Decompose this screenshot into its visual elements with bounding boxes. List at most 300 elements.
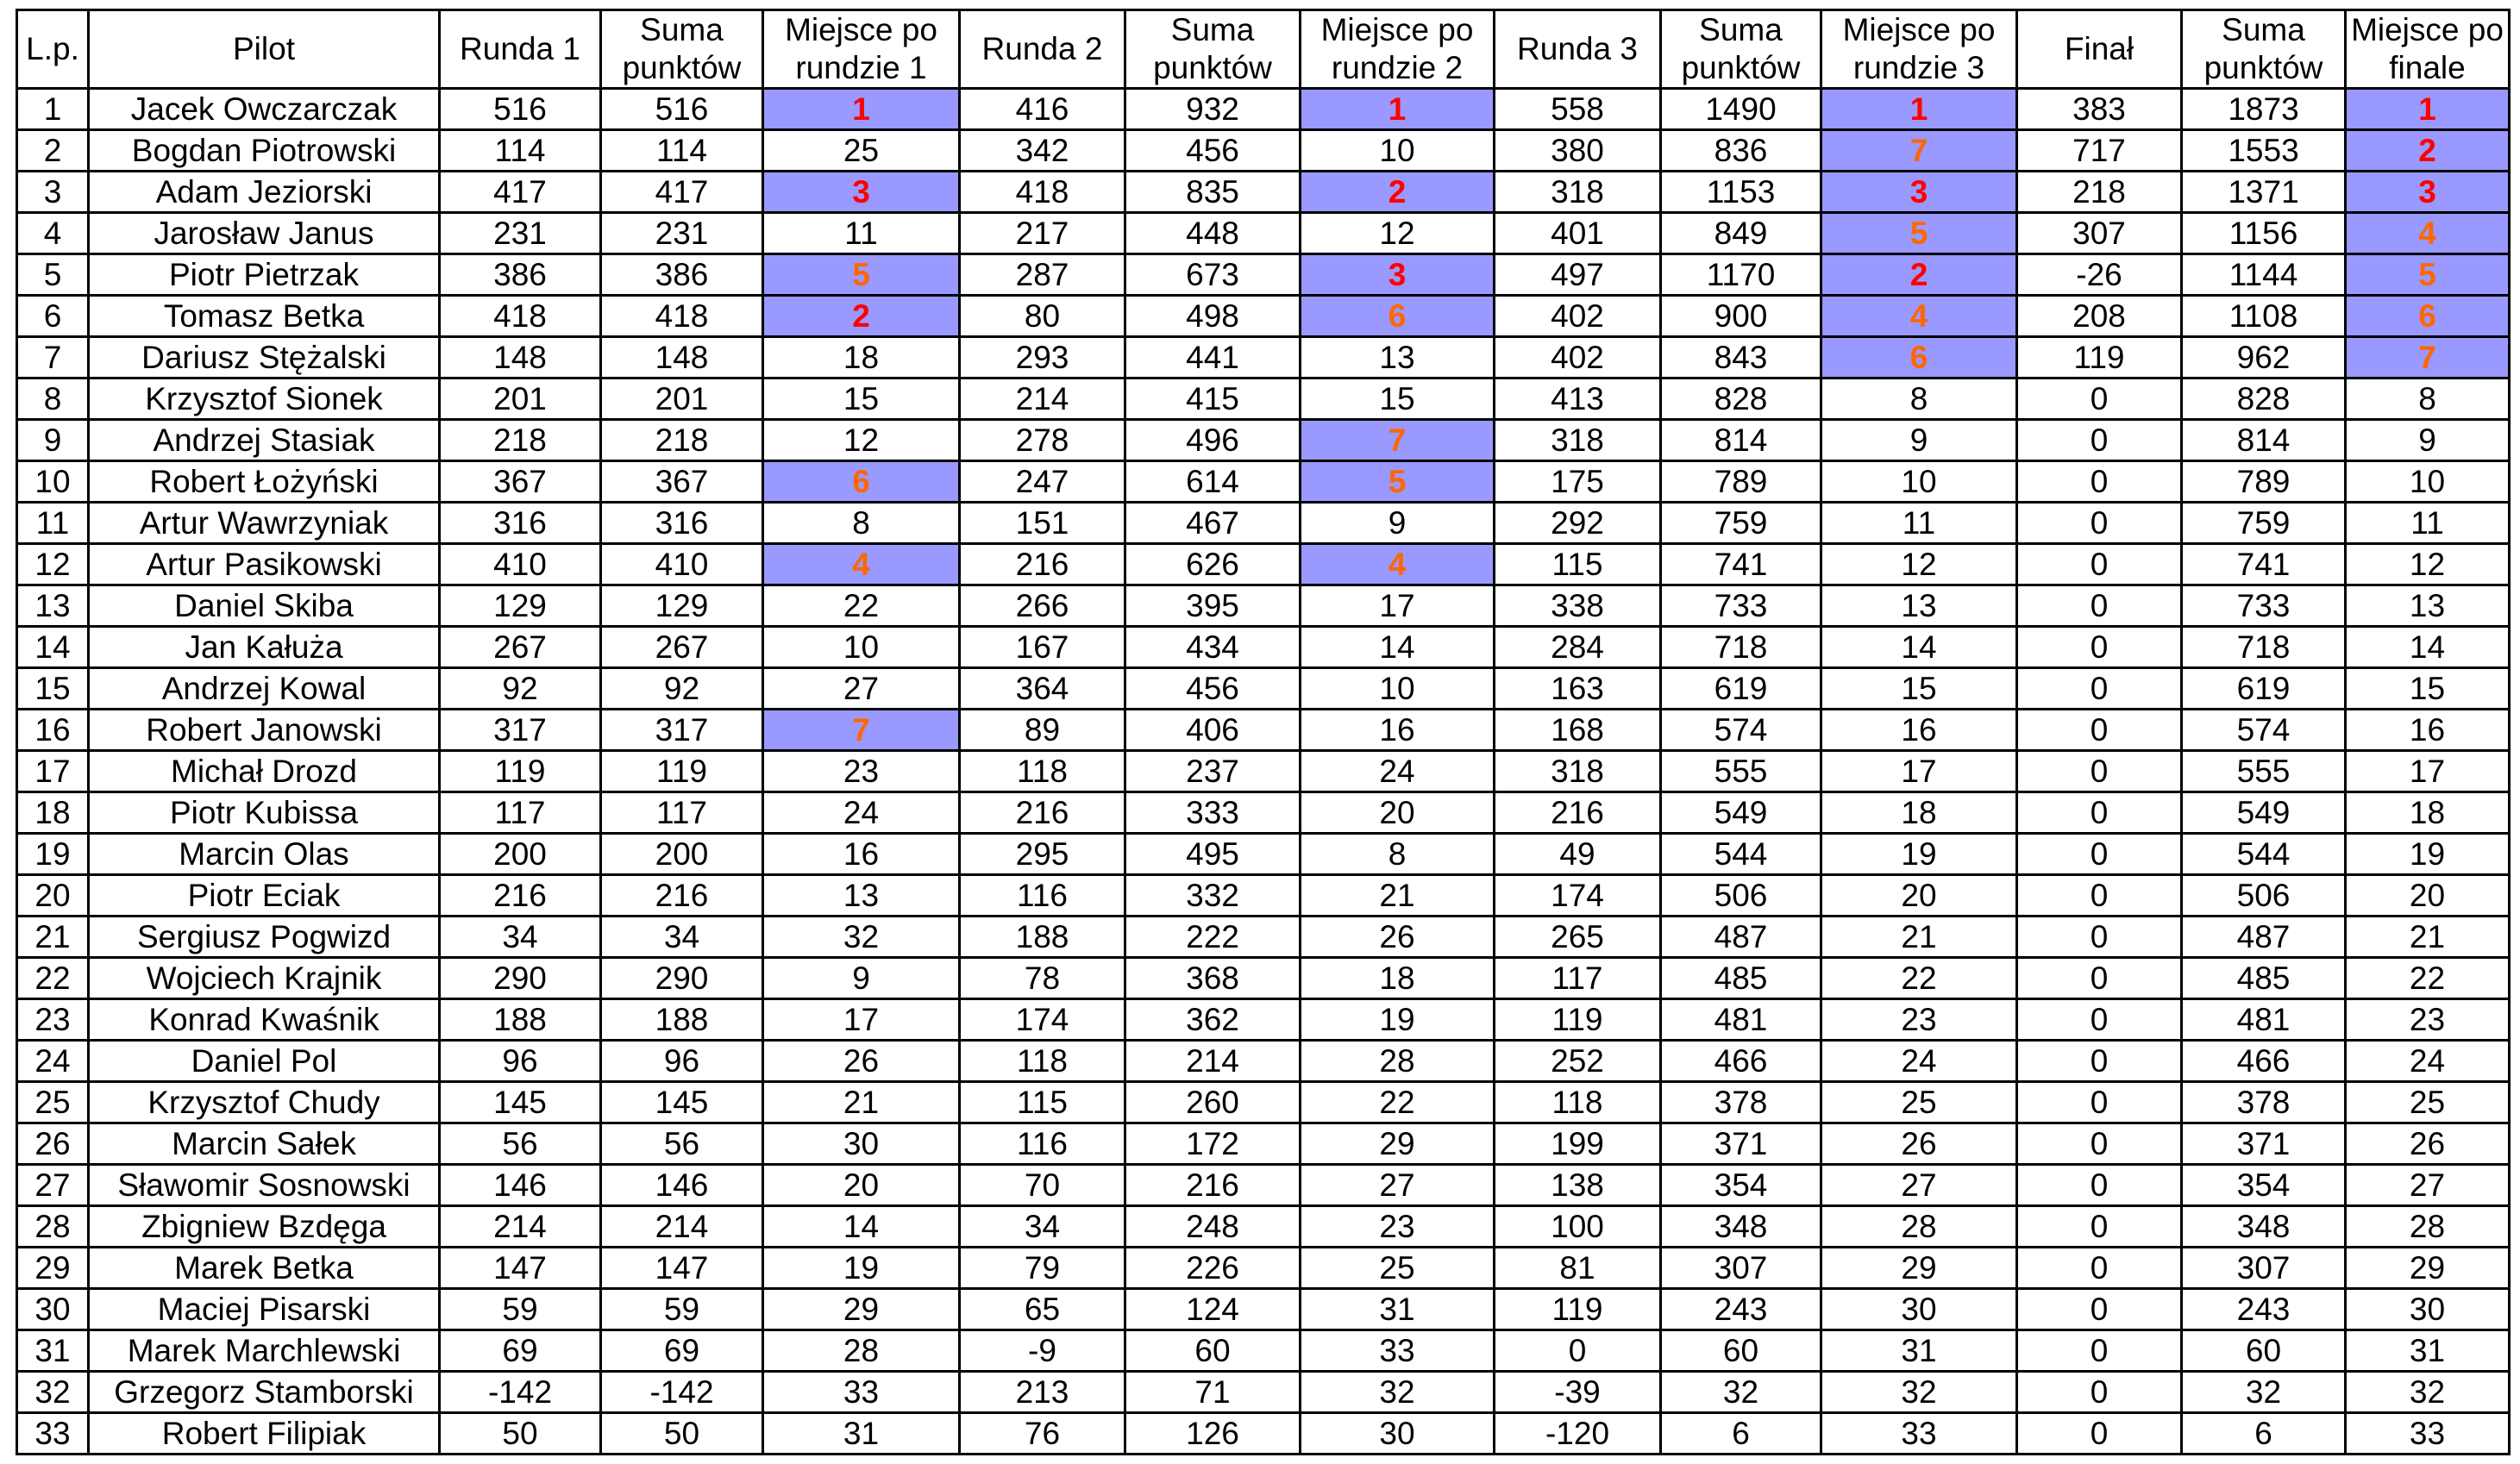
- cell-sum-round-1: -142: [601, 1372, 763, 1413]
- cell-round-1: 367: [440, 461, 601, 503]
- cell-round-1: 96: [440, 1041, 601, 1082]
- cell-final: 0: [2017, 751, 2182, 792]
- table-row: [17, 544, 2510, 585]
- cell-sum-final: 371: [2182, 1123, 2346, 1165]
- cell-sum-round-1: 316: [601, 503, 763, 544]
- cell-place-round-2: 12: [1301, 213, 1495, 254]
- cell-place-final: 23: [2346, 999, 2510, 1041]
- cell-round-1: 214: [440, 1206, 601, 1248]
- cell-sum-round-3: 485: [1661, 958, 1821, 999]
- cell-place-round-2: 14: [1301, 627, 1495, 668]
- cell-lp: 19: [17, 834, 89, 875]
- cell-place-round-1: 30: [763, 1123, 960, 1165]
- cell-place-final: 1: [2346, 89, 2510, 130]
- cell-place-round-1: 2: [763, 296, 960, 337]
- cell-round-2: 151: [960, 503, 1125, 544]
- cell-sum-round-3: 481: [1661, 999, 1821, 1041]
- cell-sum-round-1: 231: [601, 213, 763, 254]
- cell-place-round-3: 3: [1821, 172, 2017, 213]
- cell-place-round-3: 18: [1821, 792, 2017, 834]
- cell-round-2: 247: [960, 461, 1125, 503]
- cell-place-round-2: 33: [1301, 1330, 1495, 1372]
- cell-round-3: 175: [1495, 461, 1661, 503]
- cell-place-final: 31: [2346, 1330, 2510, 1372]
- cell-round-3: 265: [1495, 917, 1661, 958]
- cell-place-round-1: 16: [763, 834, 960, 875]
- cell-place-round-2: 19: [1301, 999, 1495, 1041]
- header-final: Finał: [2017, 10, 2182, 89]
- cell-pilot: Piotr Pietrzak: [89, 254, 440, 296]
- cell-sum-round-1: 218: [601, 420, 763, 461]
- cell-place-round-2: 1: [1301, 89, 1495, 130]
- cell-lp: 17: [17, 751, 89, 792]
- cell-final: 0: [2017, 668, 2182, 710]
- cell-round-2: 364: [960, 668, 1125, 710]
- cell-place-final: 14: [2346, 627, 2510, 668]
- cell-sum-round-3: 378: [1661, 1082, 1821, 1123]
- cell-place-round-3: 14: [1821, 627, 2017, 668]
- cell-sum-round-1: 290: [601, 958, 763, 999]
- cell-place-final: 21: [2346, 917, 2510, 958]
- cell-final: 0: [2017, 792, 2182, 834]
- cell-place-round-2: 22: [1301, 1082, 1495, 1123]
- cell-lp: 13: [17, 585, 89, 627]
- cell-round-2: 216: [960, 544, 1125, 585]
- cell-sum-final: 619: [2182, 668, 2346, 710]
- table-row: [17, 751, 2510, 792]
- cell-sum-round-1: 216: [601, 875, 763, 917]
- cell-place-round-3: 23: [1821, 999, 2017, 1041]
- cell-place-final: 19: [2346, 834, 2510, 875]
- cell-sum-round-2: 614: [1125, 461, 1301, 503]
- cell-sum-round-3: 354: [1661, 1165, 1821, 1206]
- cell-pilot: Wojciech Krajnik: [89, 958, 440, 999]
- cell-final: 383: [2017, 89, 2182, 130]
- cell-sum-round-2: 835: [1125, 172, 1301, 213]
- cell-sum-round-3: 759: [1661, 503, 1821, 544]
- cell-place-round-1: 21: [763, 1082, 960, 1123]
- cell-lp: 6: [17, 296, 89, 337]
- cell-place-round-2: 9: [1301, 503, 1495, 544]
- cell-round-3: -39: [1495, 1372, 1661, 1413]
- cell-sum-round-2: 71: [1125, 1372, 1301, 1413]
- cell-round-3: 402: [1495, 337, 1661, 379]
- header-row: [17, 10, 2510, 89]
- table-row: [17, 1289, 2510, 1330]
- cell-place-final: 27: [2346, 1165, 2510, 1206]
- header-place-round-2: Miejsce po rundzie 2: [1301, 10, 1495, 89]
- cell-round-1: 129: [440, 585, 601, 627]
- cell-round-3: 338: [1495, 585, 1661, 627]
- cell-round-1: 201: [440, 379, 601, 420]
- cell-sum-round-1: 92: [601, 668, 763, 710]
- cell-place-round-2: 13: [1301, 337, 1495, 379]
- cell-final: 0: [2017, 544, 2182, 585]
- cell-pilot: Konrad Kwaśnik: [89, 999, 440, 1041]
- cell-place-round-3: 27: [1821, 1165, 2017, 1206]
- table-row: [17, 89, 2510, 130]
- cell-final: 119: [2017, 337, 2182, 379]
- cell-place-round-1: 28: [763, 1330, 960, 1372]
- cell-place-round-3: 7: [1821, 130, 2017, 172]
- cell-round-1: 516: [440, 89, 601, 130]
- cell-pilot: Marcin Sałek: [89, 1123, 440, 1165]
- cell-pilot: Adam Jeziorski: [89, 172, 440, 213]
- cell-round-2: 217: [960, 213, 1125, 254]
- cell-round-1: 69: [440, 1330, 601, 1372]
- cell-final: 0: [2017, 1289, 2182, 1330]
- table-row: [17, 254, 2510, 296]
- cell-place-round-3: 2: [1821, 254, 2017, 296]
- cell-round-1: 114: [440, 130, 601, 172]
- cell-round-3: 318: [1495, 172, 1661, 213]
- cell-round-1: 34: [440, 917, 601, 958]
- cell-place-round-3: 30: [1821, 1289, 2017, 1330]
- cell-lp: 3: [17, 172, 89, 213]
- cell-lp: 7: [17, 337, 89, 379]
- cell-sum-round-2: 456: [1125, 668, 1301, 710]
- cell-round-3: -120: [1495, 1413, 1661, 1455]
- cell-sum-round-3: 1490: [1661, 89, 1821, 130]
- cell-place-final: 11: [2346, 503, 2510, 544]
- table-row: [17, 296, 2510, 337]
- cell-sum-round-1: 367: [601, 461, 763, 503]
- table-row: [17, 792, 2510, 834]
- cell-round-1: 417: [440, 172, 601, 213]
- cell-sum-round-1: 117: [601, 792, 763, 834]
- cell-final: 0: [2017, 1413, 2182, 1455]
- table-row: [17, 337, 2510, 379]
- cell-sum-round-1: 417: [601, 172, 763, 213]
- cell-round-1: 231: [440, 213, 601, 254]
- cell-sum-round-1: 200: [601, 834, 763, 875]
- cell-final: 0: [2017, 917, 2182, 958]
- cell-place-final: 13: [2346, 585, 2510, 627]
- cell-round-3: 318: [1495, 420, 1661, 461]
- cell-sum-round-3: 60: [1661, 1330, 1821, 1372]
- cell-lp: 16: [17, 710, 89, 751]
- table-row: [17, 834, 2510, 875]
- cell-lp: 24: [17, 1041, 89, 1082]
- cell-sum-round-3: 814: [1661, 420, 1821, 461]
- cell-sum-round-3: 1153: [1661, 172, 1821, 213]
- cell-sum-final: 962: [2182, 337, 2346, 379]
- cell-lp: 25: [17, 1082, 89, 1123]
- cell-sum-final: 733: [2182, 585, 2346, 627]
- results-table: [16, 9, 2511, 1455]
- cell-sum-round-1: 386: [601, 254, 763, 296]
- cell-place-round-3: 15: [1821, 668, 2017, 710]
- header-round-2: Runda 2: [960, 10, 1125, 89]
- cell-place-final: 5: [2346, 254, 2510, 296]
- cell-place-round-1: 20: [763, 1165, 960, 1206]
- cell-place-round-2: 8: [1301, 834, 1495, 875]
- cell-sum-round-2: 673: [1125, 254, 1301, 296]
- cell-sum-final: 243: [2182, 1289, 2346, 1330]
- cell-round-1: 317: [440, 710, 601, 751]
- cell-round-1: 267: [440, 627, 601, 668]
- cell-place-round-3: 9: [1821, 420, 2017, 461]
- header-pilot: Pilot: [89, 10, 440, 89]
- cell-place-round-3: 28: [1821, 1206, 2017, 1248]
- cell-round-2: 213: [960, 1372, 1125, 1413]
- cell-sum-round-1: 56: [601, 1123, 763, 1165]
- table-row: [17, 627, 2510, 668]
- cell-round-1: 59: [440, 1289, 601, 1330]
- cell-place-round-3: 10: [1821, 461, 2017, 503]
- cell-sum-round-2: 126: [1125, 1413, 1301, 1455]
- cell-place-round-1: 9: [763, 958, 960, 999]
- cell-place-round-1: 18: [763, 337, 960, 379]
- cell-round-1: 145: [440, 1082, 601, 1123]
- cell-place-final: 9: [2346, 420, 2510, 461]
- cell-lp: 15: [17, 668, 89, 710]
- cell-lp: 27: [17, 1165, 89, 1206]
- cell-place-round-2: 31: [1301, 1289, 1495, 1330]
- cell-final: 0: [2017, 1041, 2182, 1082]
- cell-round-3: 216: [1495, 792, 1661, 834]
- cell-round-1: 418: [440, 296, 601, 337]
- cell-place-round-2: 10: [1301, 130, 1495, 172]
- table-row: [17, 213, 2510, 254]
- cell-pilot: Bogdan Piotrowski: [89, 130, 440, 172]
- cell-place-round-3: 5: [1821, 213, 2017, 254]
- cell-lp: 10: [17, 461, 89, 503]
- cell-sum-round-2: 495: [1125, 834, 1301, 875]
- cell-round-1: 92: [440, 668, 601, 710]
- cell-sum-round-1: 410: [601, 544, 763, 585]
- cell-pilot: Dariusz Stężalski: [89, 337, 440, 379]
- cell-final: 0: [2017, 585, 2182, 627]
- cell-sum-round-1: 145: [601, 1082, 763, 1123]
- cell-lp: 20: [17, 875, 89, 917]
- cell-sum-final: 1108: [2182, 296, 2346, 337]
- cell-lp: 22: [17, 958, 89, 999]
- cell-place-final: 28: [2346, 1206, 2510, 1248]
- cell-sum-round-3: 307: [1661, 1248, 1821, 1289]
- cell-place-round-3: 26: [1821, 1123, 2017, 1165]
- cell-place-round-3: 20: [1821, 875, 2017, 917]
- cell-sum-final: 828: [2182, 379, 2346, 420]
- cell-sum-round-1: 146: [601, 1165, 763, 1206]
- cell-sum-round-3: 487: [1661, 917, 1821, 958]
- cell-round-3: 402: [1495, 296, 1661, 337]
- cell-place-round-2: 6: [1301, 296, 1495, 337]
- cell-final: 717: [2017, 130, 2182, 172]
- table-row: [17, 585, 2510, 627]
- cell-place-round-3: 29: [1821, 1248, 2017, 1289]
- cell-place-round-1: 7: [763, 710, 960, 751]
- cell-sum-round-2: 226: [1125, 1248, 1301, 1289]
- cell-place-round-2: 29: [1301, 1123, 1495, 1165]
- cell-sum-round-1: 114: [601, 130, 763, 172]
- table-row: [17, 1041, 2510, 1082]
- cell-round-3: 118: [1495, 1082, 1661, 1123]
- cell-sum-final: 348: [2182, 1206, 2346, 1248]
- cell-place-round-3: 33: [1821, 1413, 2017, 1455]
- cell-sum-round-1: 96: [601, 1041, 763, 1082]
- header-round-3: Runda 3: [1495, 10, 1661, 89]
- cell-final: 0: [2017, 420, 2182, 461]
- cell-place-final: 4: [2346, 213, 2510, 254]
- cell-sum-round-1: 418: [601, 296, 763, 337]
- cell-round-3: 174: [1495, 875, 1661, 917]
- cell-round-3: 284: [1495, 627, 1661, 668]
- cell-sum-final: 574: [2182, 710, 2346, 751]
- cell-sum-final: 307: [2182, 1248, 2346, 1289]
- cell-sum-round-2: 124: [1125, 1289, 1301, 1330]
- cell-round-2: 70: [960, 1165, 1125, 1206]
- cell-place-round-1: 4: [763, 544, 960, 585]
- cell-round-1: 50: [440, 1413, 601, 1455]
- cell-sum-round-3: 574: [1661, 710, 1821, 751]
- cell-pilot: Krzysztof Chudy: [89, 1082, 440, 1123]
- cell-pilot: Daniel Pol: [89, 1041, 440, 1082]
- cell-pilot: Robert Łożyński: [89, 461, 440, 503]
- cell-pilot: Marcin Olas: [89, 834, 440, 875]
- table-row: [17, 875, 2510, 917]
- cell-place-round-2: 24: [1301, 751, 1495, 792]
- cell-place-final: 16: [2346, 710, 2510, 751]
- cell-round-1: 188: [440, 999, 601, 1041]
- header-round-1: Runda 1: [440, 10, 601, 89]
- cell-sum-round-1: 317: [601, 710, 763, 751]
- header-place-round-3: Miejsce po rundzie 3: [1821, 10, 2017, 89]
- cell-pilot: Grzegorz Stamborski: [89, 1372, 440, 1413]
- cell-place-round-1: 5: [763, 254, 960, 296]
- cell-round-3: 318: [1495, 751, 1661, 792]
- cell-place-round-3: 21: [1821, 917, 2017, 958]
- cell-sum-final: 718: [2182, 627, 2346, 668]
- cell-lp: 33: [17, 1413, 89, 1455]
- cell-final: 0: [2017, 1248, 2182, 1289]
- cell-sum-final: 485: [2182, 958, 2346, 999]
- cell-place-final: 7: [2346, 337, 2510, 379]
- cell-round-1: -142: [440, 1372, 601, 1413]
- cell-place-round-1: 14: [763, 1206, 960, 1248]
- cell-sum-round-1: 50: [601, 1413, 763, 1455]
- cell-final: 0: [2017, 1123, 2182, 1165]
- cell-round-3: 252: [1495, 1041, 1661, 1082]
- cell-place-round-1: 27: [763, 668, 960, 710]
- table-row: [17, 999, 2510, 1041]
- cell-place-round-1: 29: [763, 1289, 960, 1330]
- cell-place-round-2: 23: [1301, 1206, 1495, 1248]
- cell-sum-round-3: 900: [1661, 296, 1821, 337]
- cell-pilot: Daniel Skiba: [89, 585, 440, 627]
- cell-pilot: Andrzej Stasiak: [89, 420, 440, 461]
- table-row: [17, 1330, 2510, 1372]
- cell-place-round-3: 16: [1821, 710, 2017, 751]
- cell-pilot: Jan Kałuża: [89, 627, 440, 668]
- cell-pilot: Tomasz Betka: [89, 296, 440, 337]
- cell-lp: 9: [17, 420, 89, 461]
- cell-place-round-3: 17: [1821, 751, 2017, 792]
- cell-sum-round-1: 201: [601, 379, 763, 420]
- cell-round-3: 115: [1495, 544, 1661, 585]
- header-sum-final: Suma punktów: [2182, 10, 2346, 89]
- cell-round-2: 293: [960, 337, 1125, 379]
- cell-round-2: 34: [960, 1206, 1125, 1248]
- cell-sum-round-2: 60: [1125, 1330, 1301, 1372]
- cell-final: 0: [2017, 1330, 2182, 1372]
- cell-lp: 26: [17, 1123, 89, 1165]
- cell-sum-round-3: 843: [1661, 337, 1821, 379]
- cell-pilot: Marek Marchlewski: [89, 1330, 440, 1372]
- cell-sum-round-3: 243: [1661, 1289, 1821, 1330]
- cell-sum-round-3: 828: [1661, 379, 1821, 420]
- table-row: [17, 710, 2510, 751]
- table-row: [17, 1165, 2510, 1206]
- cell-sum-round-2: 498: [1125, 296, 1301, 337]
- cell-round-3: 497: [1495, 254, 1661, 296]
- cell-place-round-3: 32: [1821, 1372, 2017, 1413]
- cell-place-round-3: 1: [1821, 89, 2017, 130]
- cell-sum-round-3: 1170: [1661, 254, 1821, 296]
- cell-place-round-2: 5: [1301, 461, 1495, 503]
- cell-sum-final: 60: [2182, 1330, 2346, 1372]
- cell-pilot: Piotr Kubissa: [89, 792, 440, 834]
- cell-place-round-3: 13: [1821, 585, 2017, 627]
- cell-round-2: 79: [960, 1248, 1125, 1289]
- cell-sum-round-1: 34: [601, 917, 763, 958]
- cell-place-round-2: 16: [1301, 710, 1495, 751]
- cell-sum-round-3: 619: [1661, 668, 1821, 710]
- cell-sum-final: 555: [2182, 751, 2346, 792]
- cell-sum-round-2: 260: [1125, 1082, 1301, 1123]
- cell-sum-round-2: 448: [1125, 213, 1301, 254]
- cell-place-round-3: 31: [1821, 1330, 2017, 1372]
- cell-place-round-3: 12: [1821, 544, 2017, 585]
- cell-round-1: 216: [440, 875, 601, 917]
- cell-sum-final: 378: [2182, 1082, 2346, 1123]
- cell-sum-final: 487: [2182, 917, 2346, 958]
- cell-sum-round-2: 434: [1125, 627, 1301, 668]
- cell-place-round-1: 22: [763, 585, 960, 627]
- cell-round-3: 199: [1495, 1123, 1661, 1165]
- header-sum-round-2: Suma punktów: [1125, 10, 1301, 89]
- cell-place-round-2: 27: [1301, 1165, 1495, 1206]
- cell-sum-round-3: 348: [1661, 1206, 1821, 1248]
- cell-place-final: 26: [2346, 1123, 2510, 1165]
- cell-sum-final: 354: [2182, 1165, 2346, 1206]
- cell-lp: 11: [17, 503, 89, 544]
- cell-sum-round-2: 332: [1125, 875, 1301, 917]
- cell-pilot: Piotr Eciak: [89, 875, 440, 917]
- cell-place-round-1: 31: [763, 1413, 960, 1455]
- cell-sum-round-2: 222: [1125, 917, 1301, 958]
- cell-final: 0: [2017, 1082, 2182, 1123]
- cell-pilot: Zbigniew Bzdęga: [89, 1206, 440, 1248]
- cell-sum-round-2: 172: [1125, 1123, 1301, 1165]
- cell-round-2: 416: [960, 89, 1125, 130]
- cell-round-2: 78: [960, 958, 1125, 999]
- cell-sum-round-3: 789: [1661, 461, 1821, 503]
- cell-final: 0: [2017, 503, 2182, 544]
- cell-round-2: 188: [960, 917, 1125, 958]
- table-row: [17, 958, 2510, 999]
- cell-round-3: 558: [1495, 89, 1661, 130]
- cell-sum-round-2: 496: [1125, 420, 1301, 461]
- cell-place-round-1: 12: [763, 420, 960, 461]
- cell-round-2: 342: [960, 130, 1125, 172]
- cell-place-round-2: 10: [1301, 668, 1495, 710]
- cell-lp: 4: [17, 213, 89, 254]
- cell-round-1: 119: [440, 751, 601, 792]
- cell-round-2: 174: [960, 999, 1125, 1041]
- cell-round-2: 418: [960, 172, 1125, 213]
- cell-round-2: 80: [960, 296, 1125, 337]
